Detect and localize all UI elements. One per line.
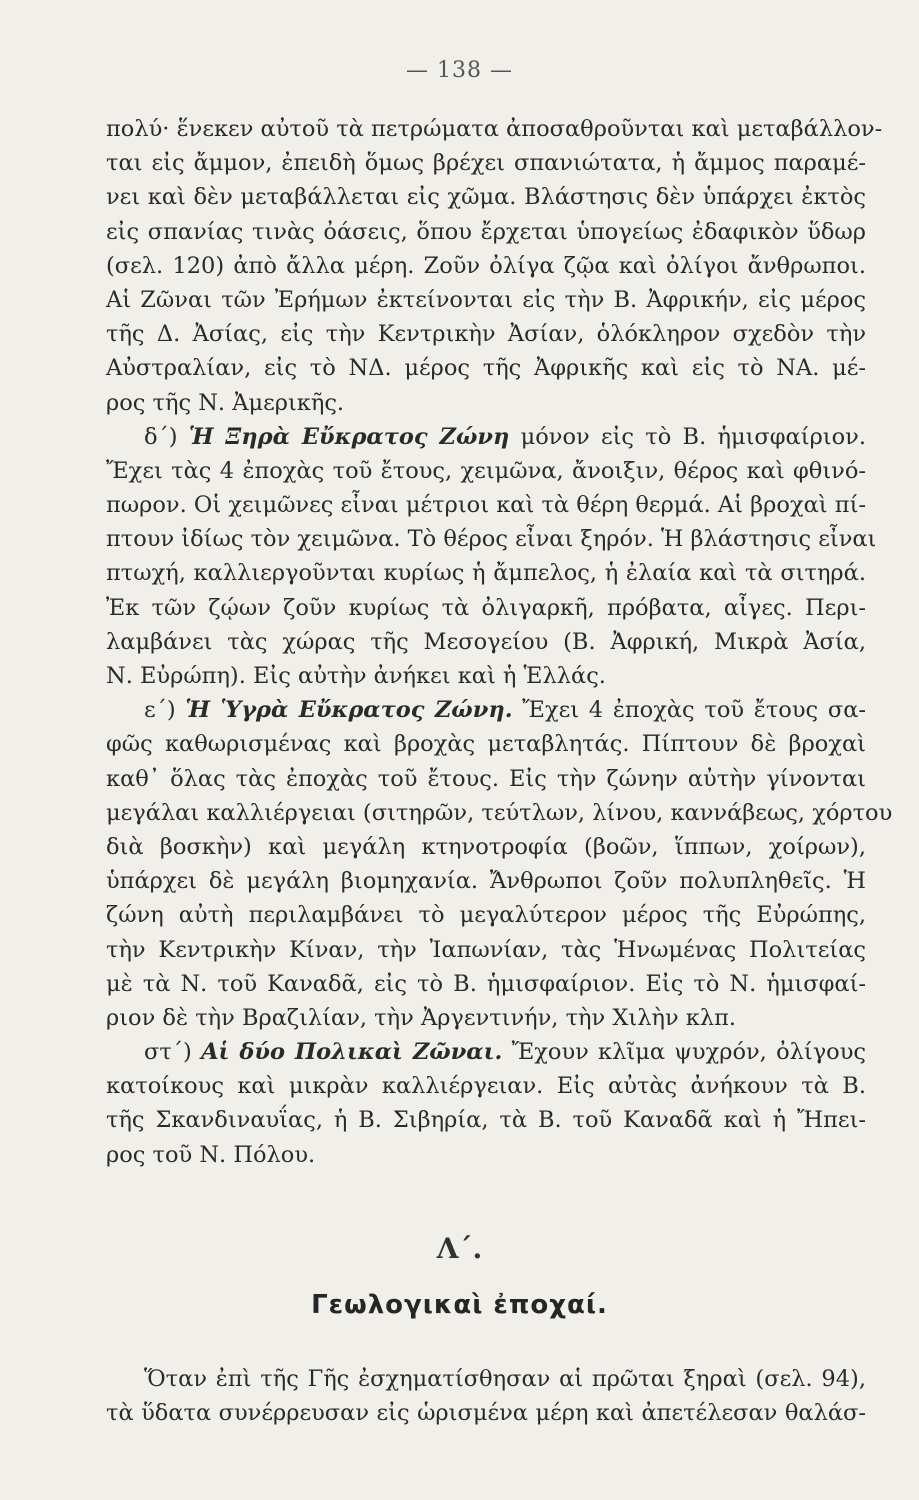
text-line: νει καὶ δὲν μεταβάλλεται εἰς χῶμα. Βλάστησις δὲν ὑπάρχει ἐκτὸς [106,184,866,211]
text-line: Αὐστραλίαν, εἰς τὸ ΝΔ. μέρος τῆς Ἀφρικῆς καὶ εἰς τὸ ΝΑ. μέ- [106,355,866,382]
text-line: μὲ τὰ Ν. τοῦ Καναδᾶ, εἰς τὸ Β. ἡμισφαίριον. Εἰς τὸ Ν. ἡμισφαί- [106,970,866,997]
text-line: πωρον. Οἱ χειμῶνες εἶναι μέτριοι καὶ τὰ θέρη θερμά. Αἱ βροχαὶ πί- [106,492,866,519]
text-line: (σελ. 120) ἀπὸ ἄλλα μέρη. Ζοῦν ὀλίγα ζῷα καὶ ὀλίγοι ἄνθρωποι. [106,252,866,279]
text-line: ριον δὲ τὴν Βραζιλίαν, τὴν Ἀργεντινήν, τὴν Χιλὴν κλπ. [106,1004,737,1031]
text-line: λαμβάνει τὰς χώρας τῆς Μεσογείου (Β. Ἀφρική, Μικρὰ Ἀσία, [106,628,866,655]
text-line: πτωχή, καλλιεργοῦνται κυρίως ἡ ἄμπελος, ἡ ἐλαία καὶ τὰ σιτηρά. [106,560,866,587]
section-heading: Αἱ δύο Πολικαὶ Ζῶναι. [201,1039,503,1066]
chapter-mark: Λ´. [436,1232,483,1265]
text-line: πτουν ἰδίως τὸν χειμῶνα. Τὸ θέρος εἶναι ξηρόν. Ἡ βλάστησις εἶναι [106,526,877,553]
text-line: ρος τοῦ Ν. Πόλου. [106,1141,316,1168]
text-body [106,112,893,1172]
text-line: Ν. Εὐρώπη). Εἰς αὐτὴν ἀνήκει καὶ ἡ Ἑλλάς. [106,663,606,689]
text-line: δ´) Ἡ Ξηρὰ Εὔκρατος Ζώνη μόνον εἰς τὸ Β. ἡμισφαίριον. [144,423,866,450]
text-line: μεγάλαι καλλιέργειαι (σιτηρῶν, τεύτλων, λίνου, καννάβεως, χόρτου [106,799,893,826]
text-line: στ´) Αἱ δύο Πολικαὶ Ζῶναι. Ἔχουν κλῖμα ψυχρόν, ὀλίγους [144,1039,866,1066]
section-title: Γεωλογικαὶ ἐποχαί. [311,1290,608,1320]
text-line: κατοίκους καὶ μικρὰν καλλιέργειαν. Εἰς αὐτὰς ἀνήκουν τὰ Β. [106,1073,866,1100]
text-line: καθ᾿ ὅλας τὰς ἐποχὰς τοῦ ἔτους. Εἰς τὴν ζώνην αὐτὴν γίνονται [106,765,866,792]
text-line: Αἱ Ζῶναι τῶν Ἐρήμων ἐκτείνονται εἰς τὴν Β. Ἀφρικήν, εἰς μέρος [106,286,866,313]
text-line: Ὅταν ἐπὶ τῆς Γῆς ἐσχηματίσθησαν αἱ πρῶται ξηραὶ (σελ. 94), [144,1366,866,1392]
text-line: ται εἰς ἄμμον, ἐπειδὴ ὅμως βρέχει σπανιώτατα, ἡ ἄμμος παραμέ- [106,150,866,177]
page-number: — 138 — [406,58,513,83]
text-line: Ἔχει τὰς 4 ἐποχὰς τοῦ ἔτους, χειμῶνα, ἄνοιξιν, θέρος καὶ φθινό- [106,457,866,484]
text-line: Ἐκ τῶν ζῴων ζοῦν κυρίως τὰ ὀλιγαρκῆ, πρόβατα, αἶγες. Περι- [106,594,866,621]
text-line: τὴν Κεντρικὴν Κίναν, τὴν Ἰαπωνίαν, τὰς Ἡνωμένας Πολιτείας [106,936,866,963]
text-body-2 [106,1362,866,1430]
section-heading: Ἡ Ξηρὰ Εὔκρατος Ζώνη [188,423,510,450]
section-heading: Ἡ Ὑγρὰ Εὔκρατος Ζώνη. [185,697,513,724]
text-line: τῆς Σκανδιναυΐας, ἡ Β. Σιβηρία, τὰ Β. τοῦ Καναδᾶ καὶ ἡ Ἤπει- [106,1107,866,1134]
text-line: ζώνη αὐτὴ περιλαμβάνει τὸ μεγαλύτερον μέρος τῆς Εὐρώπης, [106,902,866,929]
text-line: πολύ· ἕνεκεν αὐτοῦ τὰ πετρώματα ἀποσαθροῦνται καὶ μεταβάλλον- [106,116,883,142]
text-line: εἰς σπανίας τινὰς ὀάσεις, ὅπου ἔρχεται ὑπογείως ἐδαφικὸν ὕδωρ [106,218,866,245]
text-line: ρος τῆς Ν. Ἀμερικῆς. [106,389,345,416]
text-line: τὰ ὕδατα συνέρρευσαν εἰς ὡρισμένα μέρη καὶ ἀπετέλεσαν θαλάσ- [106,1400,866,1427]
text-line: φῶς καθωρισμένας καὶ βροχὰς μεταβλητάς. Πίπτουν δὲ βροχαὶ [106,731,866,758]
text-line: διὰ βοσκὴν) καὶ μεγάλη κτηνοτροφία (βοῶν, ἵππων, χοίρων), [106,833,866,860]
text-line: ὑπάρχει δὲ μεγάλη βιομηχανία. Ἄνθρωποι ζοῦν πολυπληθεῖς. Ἡ [106,868,866,895]
text-line: τῆς Δ. Ἀσίας, εἰς τὴν Κεντρικὴν Ἀσίαν, ὁλόκληρον σχεδὸν τὴν [106,321,866,348]
text-line: ε´) Ἡ Ὑγρὰ Εὔκρατος Ζώνη. Ἔχει 4 ἐποχὰς τοῦ ἔτους σα- [144,697,866,724]
